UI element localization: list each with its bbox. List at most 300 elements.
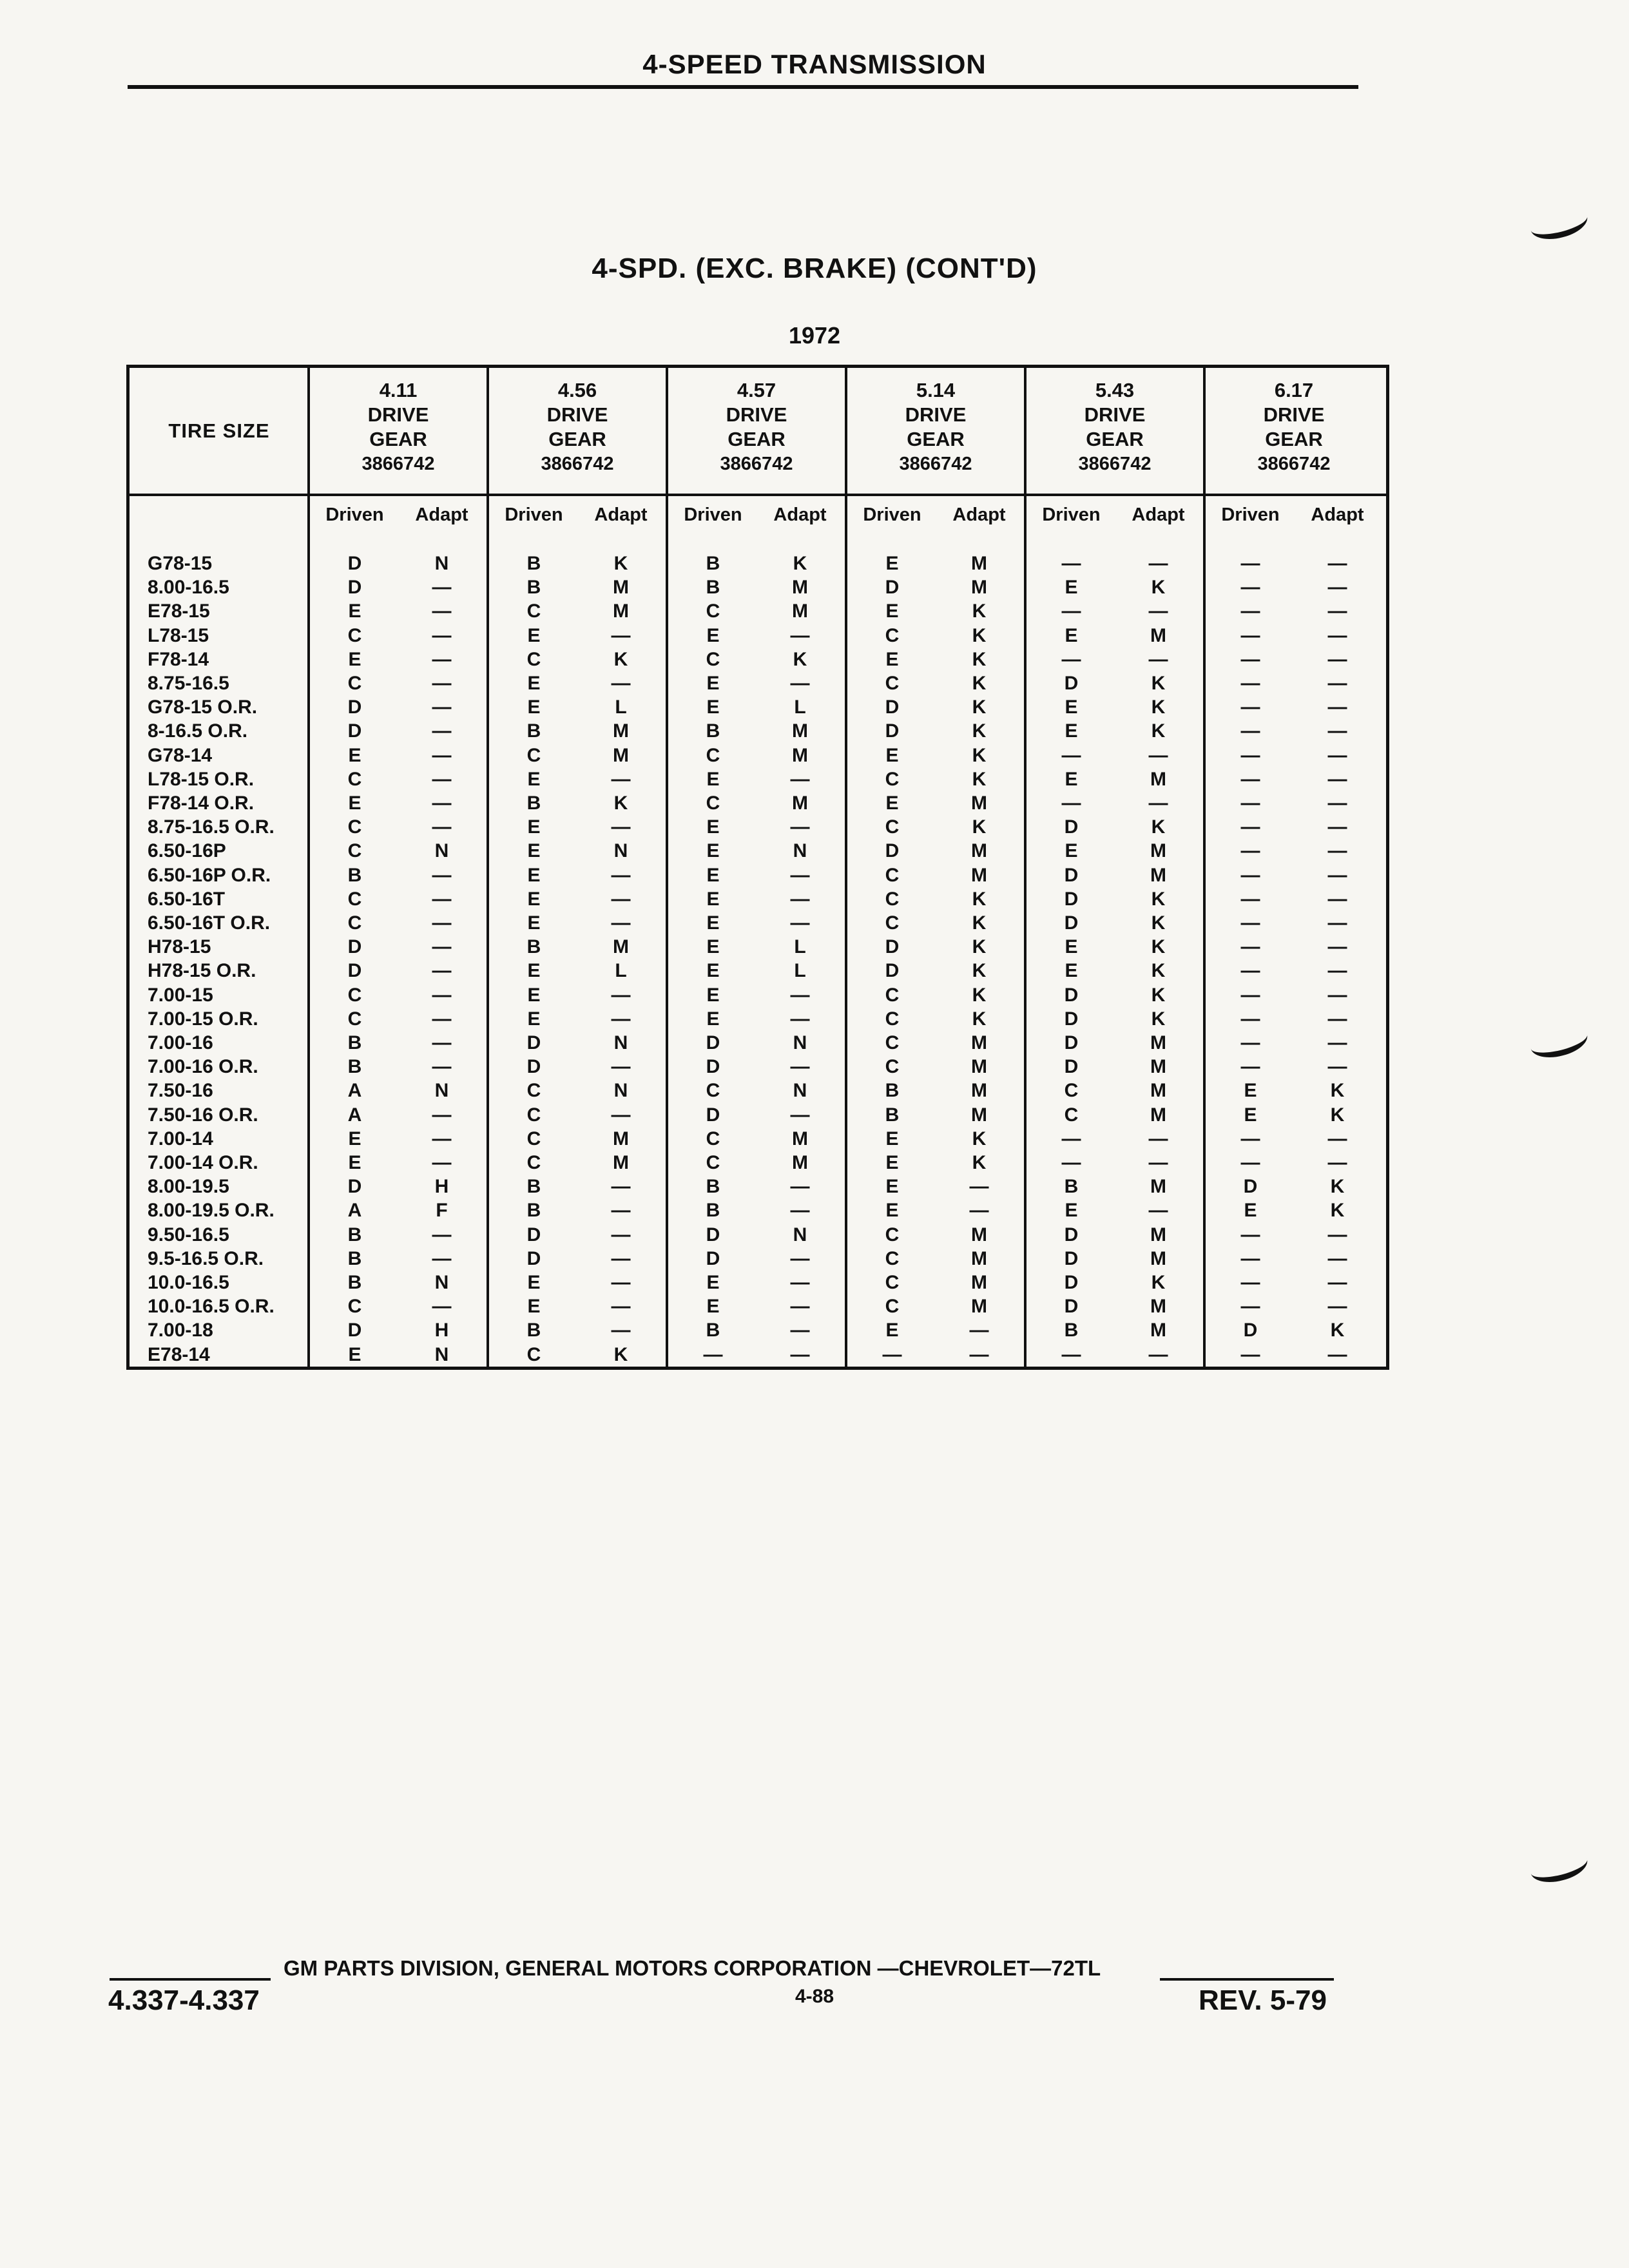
adapt-cell: —: [432, 673, 452, 694]
adapt-cell: M: [613, 601, 629, 622]
driven-cell: C: [526, 1080, 541, 1102]
driven-cell: E: [706, 936, 720, 958]
driven-cell: D: [706, 1224, 720, 1245]
driven-cell: D: [347, 577, 362, 599]
adapt-cell: —: [1148, 1128, 1168, 1149]
driven-cell: D: [706, 1247, 720, 1269]
driven-cell: C: [526, 1152, 541, 1173]
adapt-cell: K: [972, 960, 987, 982]
gear-header-gear: GEAR: [907, 428, 965, 450]
driven-cell: E: [706, 840, 720, 862]
driven-cell: D: [1064, 1247, 1079, 1269]
adapt-cell: K: [1330, 1200, 1345, 1222]
adapt-cell: K: [972, 912, 987, 934]
driven-cell: —: [1240, 744, 1260, 766]
adapt-cell: K: [1151, 816, 1166, 838]
adapt-cell: N: [793, 1080, 807, 1102]
driven-cell: C: [885, 816, 900, 838]
adapt-cell: M: [613, 720, 629, 742]
driven-cell: B: [526, 720, 541, 742]
tire-size-cell: 8.75-16.5: [148, 673, 229, 694]
adapt-cell: H: [434, 1320, 449, 1341]
driven-cell: E: [885, 1152, 899, 1173]
driven-cell: —: [882, 1343, 902, 1365]
driven-cell: E: [706, 697, 720, 718]
adapt-cell: —: [432, 816, 452, 838]
driven-cell: B: [347, 1247, 362, 1269]
driven-cell: E: [348, 648, 361, 670]
adapt-cell: —: [790, 1104, 810, 1126]
tire-size-cell: 7.00-15 O.R.: [148, 1008, 258, 1030]
driven-cell: C: [885, 1247, 900, 1269]
driven-cell: A: [347, 1200, 362, 1222]
adapt-cell: —: [969, 1176, 989, 1198]
column-divider: [1203, 368, 1206, 1367]
adapt-cell: K: [1330, 1176, 1345, 1198]
adapt-cell: K: [613, 1343, 628, 1365]
adapt-cell: M: [1150, 1032, 1166, 1053]
adapt-cell: —: [1327, 624, 1347, 646]
adapt-cell: —: [432, 912, 452, 934]
tire-size-cell: 8.00-16.5: [148, 577, 229, 599]
adapt-cell: —: [432, 744, 452, 766]
adapt-cell: —: [611, 816, 631, 838]
driven-cell: D: [885, 577, 900, 599]
adapt-cell: M: [792, 1152, 808, 1173]
adapt-cell: —: [1148, 793, 1168, 814]
adapt-cell: —: [432, 768, 452, 790]
driven-cell: C: [347, 1008, 362, 1030]
driven-cell: C: [526, 648, 541, 670]
driven-cell: C: [885, 864, 900, 886]
adapt-cell: N: [613, 840, 628, 862]
driven-cell: D: [526, 1032, 541, 1053]
driven-cell: —: [1240, 888, 1260, 910]
driven-cell: E: [1065, 840, 1078, 862]
adapt-cell: M: [1150, 864, 1166, 886]
tire-size-cell: F78-14 O.R.: [148, 793, 255, 814]
driven-cell: B: [347, 1056, 362, 1078]
driven-cell: C: [706, 1080, 720, 1102]
driven-cell: E: [1065, 720, 1078, 742]
driven-cell: —: [1240, 648, 1260, 670]
driven-cell: D: [1064, 1056, 1079, 1078]
driven-cell: C: [885, 1032, 900, 1053]
driven-cell: B: [706, 1200, 720, 1222]
adapt-cell: L: [794, 960, 806, 982]
adapt-cell: —: [790, 1200, 810, 1222]
driven-cell: C: [885, 1008, 900, 1030]
adapt-cell: —: [432, 936, 452, 958]
adapt-cell: M: [1150, 1247, 1166, 1269]
adapt-cell: —: [1327, 1343, 1347, 1365]
driven-cell: E: [885, 1320, 899, 1341]
adapt-cell: N: [793, 1032, 807, 1053]
column-divider: [666, 368, 668, 1367]
driven-cell: E: [706, 673, 720, 694]
adapt-cell: M: [971, 1080, 987, 1102]
adapt-cell: —: [1148, 648, 1168, 670]
driven-cell: E: [527, 697, 541, 718]
driven-cell: —: [703, 1343, 723, 1365]
gear-header-part: 3866742: [1078, 454, 1152, 474]
tire-size-cell: F78-14: [148, 648, 209, 670]
driven-cell: D: [347, 1176, 362, 1198]
driven-cell: —: [1061, 553, 1081, 574]
driven-subheader: Driven: [325, 505, 384, 525]
adapt-cell: M: [971, 1032, 987, 1053]
driven-cell: C: [885, 624, 900, 646]
driven-cell: —: [1240, 793, 1260, 814]
margin-mark: [1528, 1024, 1591, 1063]
tire-size-cell: H78-15: [148, 936, 211, 958]
tire-size-cell: L78-15 O.R.: [148, 768, 255, 790]
driven-cell: —: [1240, 984, 1260, 1006]
adapt-cell: M: [971, 1247, 987, 1269]
adapt-cell: —: [432, 1008, 452, 1030]
tire-size-cell: L78-15: [148, 624, 209, 646]
driven-cell: D: [526, 1247, 541, 1269]
driven-cell: C: [347, 673, 362, 694]
adapt-subheader: Adapt: [773, 505, 827, 525]
tire-size-cell: 7.00-18: [148, 1320, 213, 1341]
driven-cell: E: [706, 984, 720, 1006]
adapt-cell: K: [1151, 577, 1166, 599]
adapt-cell: K: [1151, 1272, 1166, 1293]
adapt-cell: K: [972, 1128, 987, 1149]
driven-cell: E: [527, 1008, 541, 1030]
driven-cell: E: [706, 960, 720, 982]
tire-size-cell: 6.50-16T O.R.: [148, 912, 271, 934]
gear-header-drive: DRIVE: [905, 403, 967, 426]
driven-cell: —: [1061, 1128, 1081, 1149]
adapt-cell: M: [613, 744, 629, 766]
driven-cell: E: [527, 864, 541, 886]
driven-cell: E: [527, 840, 541, 862]
adapt-cell: —: [1327, 673, 1347, 694]
driven-cell: —: [1240, 1152, 1260, 1173]
adapt-cell: —: [1327, 984, 1347, 1006]
driven-cell: C: [1064, 1080, 1079, 1102]
adapt-cell: —: [611, 1320, 631, 1341]
adapt-cell: M: [971, 1272, 987, 1293]
tire-size-cell: E78-14: [148, 1343, 210, 1365]
adapt-cell: K: [793, 553, 807, 574]
gear-header-part: 3866742: [361, 454, 435, 474]
driven-cell: E: [1065, 936, 1078, 958]
gear-header-gear: GEAR: [369, 428, 427, 450]
tire-size-cell: G78-15: [148, 553, 213, 574]
gear-column-header: [1207, 378, 1381, 476]
adapt-cell: K: [613, 793, 628, 814]
adapt-cell: —: [432, 601, 452, 622]
adapt-cell: —: [1327, 816, 1347, 838]
driven-cell: B: [347, 1272, 362, 1293]
driven-cell: B: [885, 1104, 900, 1126]
driven-cell: B: [706, 577, 720, 599]
footer-rule-right: [1160, 1978, 1334, 1981]
driven-cell: C: [347, 888, 362, 910]
gear-header-drive: DRIVE: [726, 403, 787, 426]
gear-header-gear: GEAR: [548, 428, 606, 450]
adapt-cell: M: [613, 1152, 629, 1173]
adapt-cell: —: [1327, 912, 1347, 934]
column-divider: [845, 368, 847, 1367]
driven-cell: C: [526, 1343, 541, 1365]
driven-cell: C: [706, 648, 720, 670]
adapt-cell: M: [1150, 1080, 1166, 1102]
adapt-cell: —: [790, 912, 810, 934]
gear-header-drive: DRIVE: [546, 403, 608, 426]
driven-cell: E: [527, 816, 541, 838]
adapt-cell: M: [1150, 1296, 1166, 1318]
adapt-cell: K: [972, 1152, 987, 1173]
adapt-cell: K: [972, 648, 987, 670]
gear-header-drive: DRIVE: [367, 403, 429, 426]
driven-subheader: Driven: [684, 505, 742, 525]
adapt-cell: M: [792, 577, 808, 599]
gear-header-ratio: 6.17: [1274, 379, 1314, 401]
driven-cell: B: [526, 1176, 541, 1198]
adapt-cell: —: [790, 1176, 810, 1198]
driven-cell: B: [347, 1032, 362, 1053]
driven-cell: A: [347, 1080, 362, 1102]
adapt-cell: —: [1327, 720, 1347, 742]
gear-column-header: [670, 378, 843, 476]
driven-cell: C: [347, 768, 362, 790]
adapt-cell: M: [1150, 1176, 1166, 1198]
adapt-cell: —: [432, 624, 452, 646]
adapt-cell: —: [1327, 1032, 1347, 1053]
driven-cell: —: [1240, 697, 1260, 718]
adapt-cell: N: [434, 1343, 449, 1365]
driven-cell: C: [885, 888, 900, 910]
driven-cell: B: [706, 1320, 720, 1341]
adapt-cell: —: [969, 1320, 989, 1341]
driven-cell: D: [347, 697, 362, 718]
adapt-cell: N: [793, 840, 807, 862]
adapt-cell: M: [1150, 840, 1166, 862]
tire-size-cell: 7.00-16 O.R.: [148, 1056, 258, 1078]
driven-cell: C: [885, 1272, 900, 1293]
adapt-cell: —: [611, 888, 631, 910]
driven-cell: C: [347, 624, 362, 646]
tire-size-cell: G78-14: [148, 744, 213, 766]
driven-cell: E: [527, 1296, 541, 1318]
driven-cell: E: [1244, 1200, 1257, 1222]
driven-cell: —: [1240, 1056, 1260, 1078]
driven-subheader: Driven: [505, 505, 563, 525]
driven-cell: D: [526, 1224, 541, 1245]
driven-cell: —: [1240, 768, 1260, 790]
margin-mark: [1528, 206, 1591, 245]
driven-cell: E: [527, 624, 541, 646]
driven-cell: C: [706, 1152, 720, 1173]
adapt-cell: —: [790, 1008, 810, 1030]
adapt-cell: —: [1327, 1056, 1347, 1078]
adapt-cell: —: [611, 1176, 631, 1198]
adapt-cell: —: [1148, 553, 1168, 574]
adapt-cell: N: [793, 1224, 807, 1245]
gear-header-gear: GEAR: [1265, 428, 1323, 450]
driven-cell: C: [706, 744, 720, 766]
adapt-cell: —: [1327, 1224, 1347, 1245]
driven-cell: C: [885, 912, 900, 934]
driven-cell: E: [1244, 1104, 1257, 1126]
adapt-cell: —: [432, 984, 452, 1006]
year-label: 1972: [788, 322, 841, 349]
driven-cell: D: [885, 960, 900, 982]
driven-cell: D: [1064, 912, 1079, 934]
adapt-cell: —: [1327, 648, 1347, 670]
driven-cell: C: [885, 984, 900, 1006]
driven-cell: D: [1064, 1032, 1079, 1053]
driven-cell: —: [1061, 1152, 1081, 1173]
driven-cell: C: [885, 1224, 900, 1245]
adapt-cell: —: [790, 984, 810, 1006]
driven-cell: D: [706, 1032, 720, 1053]
driven-cell: E: [1065, 960, 1078, 982]
adapt-cell: —: [790, 864, 810, 886]
footer-code: 4.337-4.337: [108, 1984, 260, 2016]
adapt-cell: —: [432, 1152, 452, 1173]
driven-cell: C: [706, 601, 720, 622]
driven-cell: E: [706, 768, 720, 790]
adapt-cell: K: [972, 601, 987, 622]
driven-cell: D: [347, 553, 362, 574]
driven-cell: E: [1065, 577, 1078, 599]
tire-size-cell: 6.50-16T: [148, 888, 226, 910]
driven-cell: E: [885, 1176, 899, 1198]
gear-header-part: 3866742: [720, 454, 793, 474]
margin-mark: [1528, 1849, 1591, 1888]
driven-cell: B: [706, 720, 720, 742]
driven-cell: B: [526, 1200, 541, 1222]
driven-cell: D: [1064, 1008, 1079, 1030]
driven-cell: —: [1061, 1343, 1081, 1365]
driven-cell: D: [1243, 1176, 1258, 1198]
adapt-cell: —: [1327, 1008, 1347, 1030]
adapt-cell: —: [1327, 601, 1347, 622]
adapt-cell: M: [1150, 1056, 1166, 1078]
adapt-cell: N: [434, 1080, 449, 1102]
driven-cell: E: [706, 864, 720, 886]
tire-size-cell: 6.50-16P O.R.: [148, 864, 271, 886]
adapt-cell: —: [611, 912, 631, 934]
adapt-cell: —: [1327, 793, 1347, 814]
driven-cell: D: [1243, 1320, 1258, 1341]
driven-cell: C: [347, 840, 362, 862]
driven-cell: —: [1240, 1272, 1260, 1293]
adapt-cell: L: [615, 960, 627, 982]
gear-column-header: [1028, 378, 1202, 476]
adapt-cell: K: [613, 648, 628, 670]
adapt-cell: M: [971, 1296, 987, 1318]
adapt-cell: —: [790, 1056, 810, 1078]
adapt-cell: M: [792, 601, 808, 622]
driven-cell: —: [1240, 1008, 1260, 1030]
driven-cell: —: [1240, 912, 1260, 934]
driven-cell: —: [1240, 673, 1260, 694]
driven-cell: D: [347, 960, 362, 982]
driven-cell: E: [527, 1272, 541, 1293]
adapt-cell: —: [432, 648, 452, 670]
driven-cell: —: [1240, 553, 1260, 574]
adapt-cell: M: [1150, 624, 1166, 646]
tire-size-cell: H78-15 O.R.: [148, 960, 256, 982]
adapt-cell: —: [432, 1104, 452, 1126]
gear-header-part: 3866742: [1257, 454, 1331, 474]
adapt-cell: —: [432, 793, 452, 814]
adapt-cell: K: [613, 553, 628, 574]
driven-cell: E: [885, 601, 899, 622]
adapt-cell: —: [432, 888, 452, 910]
adapt-cell: —: [1327, 744, 1347, 766]
adapt-cell: K: [1151, 936, 1166, 958]
tire-size-cell: 7.50-16: [148, 1080, 213, 1102]
adapt-cell: —: [790, 816, 810, 838]
adapt-subheader: Adapt: [415, 505, 468, 525]
adapt-cell: M: [971, 840, 987, 862]
adapt-cell: —: [611, 1224, 631, 1245]
driven-cell: B: [1064, 1320, 1079, 1341]
driven-cell: E: [885, 793, 899, 814]
driven-cell: E: [1065, 624, 1078, 646]
driven-cell: E: [348, 1128, 361, 1149]
driven-cell: D: [885, 697, 900, 718]
gear-header-part: 3866742: [899, 454, 972, 474]
tire-size-cell: G78-15 O.R.: [148, 697, 258, 718]
tire-size-cell: 7.00-15: [148, 984, 213, 1006]
gear-header-ratio: 4.57: [737, 379, 776, 401]
driven-cell: A: [347, 1104, 362, 1126]
gear-header-drive: DRIVE: [1263, 403, 1325, 426]
tire-size-cell: 9.50-16.5: [148, 1224, 229, 1245]
driven-cell: —: [1061, 648, 1081, 670]
adapt-cell: K: [972, 768, 987, 790]
adapt-cell: —: [790, 1296, 810, 1318]
driven-cell: E: [706, 1296, 720, 1318]
driven-cell: B: [706, 1176, 720, 1198]
tire-size-cell: 8.00-19.5: [148, 1176, 229, 1198]
driven-cell: E: [885, 553, 899, 574]
driven-cell: —: [1240, 936, 1260, 958]
driven-cell: D: [347, 936, 362, 958]
driven-cell: E: [527, 984, 541, 1006]
driven-cell: E: [885, 744, 899, 766]
adapt-subheader: Adapt: [1311, 505, 1364, 525]
header-rule: [128, 85, 1358, 89]
driven-cell: —: [1061, 744, 1081, 766]
driven-cell: E: [706, 624, 720, 646]
adapt-cell: —: [432, 1128, 452, 1149]
driven-cell: C: [885, 1056, 900, 1078]
driven-cell: C: [885, 768, 900, 790]
adapt-cell: —: [432, 1296, 452, 1318]
adapt-cell: K: [972, 936, 987, 958]
adapt-cell: —: [432, 864, 452, 886]
adapt-cell: M: [1150, 768, 1166, 790]
adapt-cell: M: [1150, 1104, 1166, 1126]
adapt-cell: —: [611, 624, 631, 646]
adapt-cell: K: [1151, 697, 1166, 718]
driven-cell: —: [1240, 577, 1260, 599]
adapt-cell: K: [1151, 1008, 1166, 1030]
driven-cell: —: [1240, 1032, 1260, 1053]
driven-cell: C: [347, 912, 362, 934]
adapt-cell: —: [1327, 936, 1347, 958]
driven-cell: D: [1064, 673, 1079, 694]
